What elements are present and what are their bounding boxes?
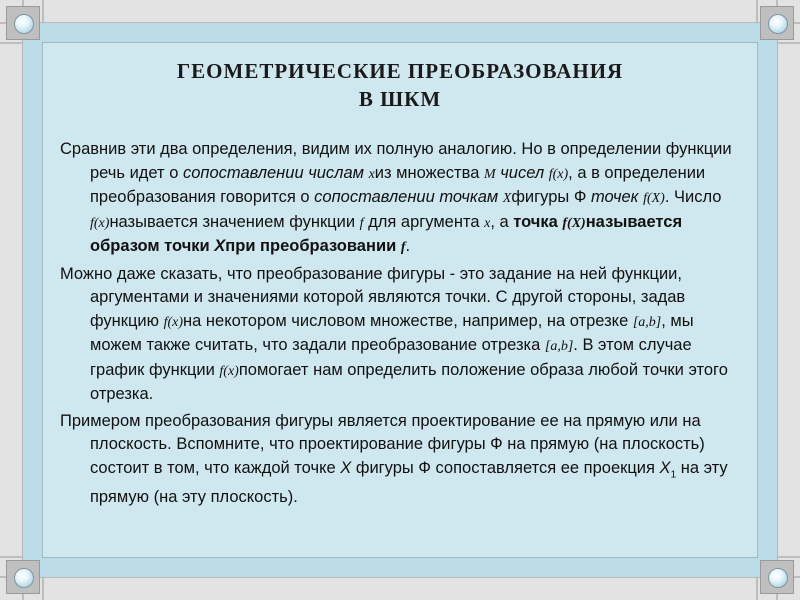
text: Можно даже сказать, что преобразование фигуры - это задание на ней функции, аргументами и значениями которой являются точки. С другой стороны, задав функцию <box>60 264 686 330</box>
math-var: x <box>484 215 491 231</box>
corner-top-left <box>6 6 40 40</box>
title-line-1: ГЕОМЕТРИЧЕСКИЕ ПРЕОБРАЗОВАНИЯ <box>176 59 624 83</box>
math-expr: f(x) <box>219 363 239 379</box>
text: для аргумента <box>363 212 485 231</box>
text: . В этом случае график функции <box>90 336 692 379</box>
title-line-2: В ШКМ <box>358 87 442 111</box>
slide-body <box>60 138 740 510</box>
corner-disc-icon <box>768 568 788 588</box>
corner-bottom-right <box>760 560 794 594</box>
text: на эту прямую (на эту плоскость). <box>90 458 728 507</box>
math-var: f <box>400 240 406 255</box>
math-expr: [a,b] <box>632 314 662 330</box>
paragraph-2 <box>60 263 740 407</box>
corner-top-right <box>760 6 794 40</box>
text: фигуры Ф <box>511 188 591 206</box>
math-expr: f(X) <box>562 215 586 231</box>
bold-text: называется образом точки <box>90 212 683 255</box>
math-var: M <box>483 166 496 182</box>
math-var: f <box>359 215 364 231</box>
text: на некотором числовом множестве, например, на отрезке <box>183 311 633 330</box>
corner-disc-icon <box>14 14 34 34</box>
text: . <box>405 237 411 255</box>
paragraph-3 <box>60 410 740 510</box>
math-var: X <box>502 191 512 206</box>
math-var: x <box>368 166 375 182</box>
subscript: 1 <box>670 468 677 480</box>
text: Сравнив эти два определения, видим их полную аналогию. Но в определении функции речь идет о <box>60 140 732 182</box>
italic-text: X <box>659 458 671 477</box>
math-expr: f(x) <box>548 166 569 182</box>
corner-bottom-left <box>6 560 40 594</box>
text: называется значением функции <box>109 212 360 231</box>
slide-title <box>60 57 740 113</box>
text: помогает нам определить положение образа любой точки этого отрезка. <box>90 360 728 403</box>
math-expr: [a,b] <box>544 339 574 354</box>
italic-text: чисел <box>495 163 549 182</box>
text: , а в определении преобразования говорится о <box>90 163 706 206</box>
math-expr: f(x) <box>163 314 184 330</box>
paragraph-1 <box>60 138 740 260</box>
bold-italic-text: X <box>214 237 226 255</box>
text: Примером преобразования фигуры является проектирование ее на прямую или на плоскость. Вспомните, что проектирование фигуры Ф на прямую (на плоскость) состоит в том, что каждой точке <box>60 411 705 477</box>
text: , мы можем также считать, что задали преобразование отрезка <box>90 311 694 354</box>
italic-text: X <box>340 458 352 477</box>
text: из множества <box>374 163 484 182</box>
text: , а <box>490 212 514 231</box>
text: . Число <box>664 188 722 206</box>
corner-disc-icon <box>768 14 788 34</box>
italic-text: точек <box>590 188 639 206</box>
text: фигуры Ф сопоставляется ее проекция <box>351 458 660 477</box>
corner-disc-icon <box>14 568 34 588</box>
math-expr: f(x) <box>90 215 110 231</box>
bold-text: при преобразовании <box>225 237 401 255</box>
math-expr: f(X) <box>643 191 665 206</box>
bold-text: точка <box>513 212 563 231</box>
italic-text: сопоставлении точкам <box>314 188 499 206</box>
italic-text: сопоставлении числам <box>182 163 364 182</box>
